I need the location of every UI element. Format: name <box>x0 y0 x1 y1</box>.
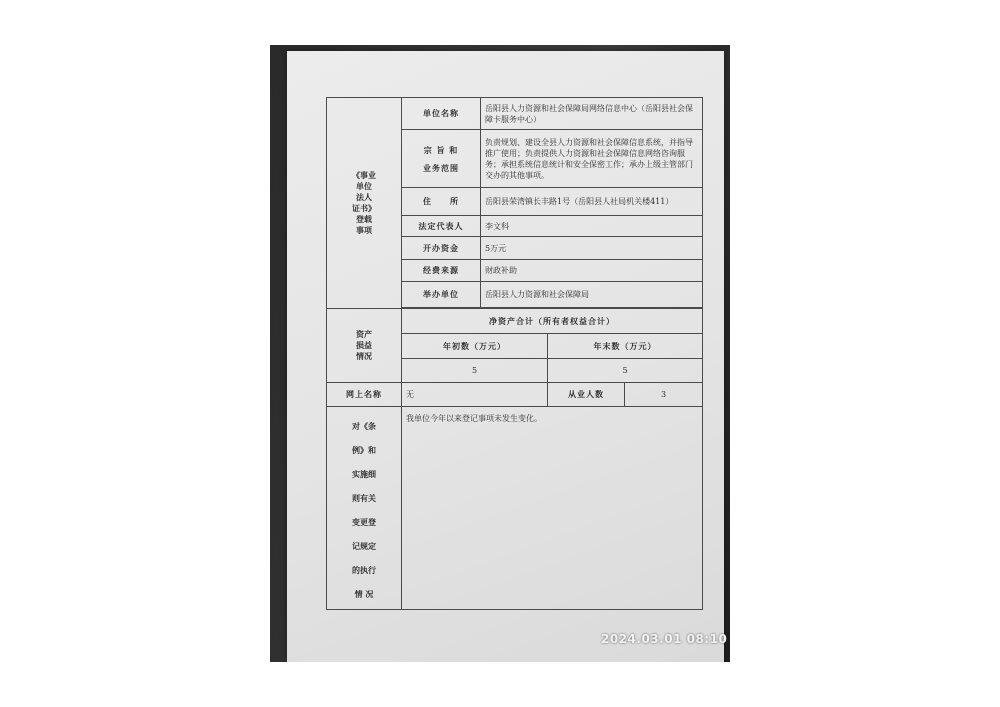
online-name-label: 网上名称 <box>327 383 402 407</box>
end-year-value: 5 <box>548 359 703 383</box>
net-assets-header: 净资产合计（所有者权益合计） <box>402 309 703 334</box>
funding-value: 财政补助 <box>481 260 703 282</box>
legal-rep-label: 法定代表人 <box>402 216 481 237</box>
begin-year-value: 5 <box>402 359 548 383</box>
staff-count-label: 从业人数 <box>548 383 625 407</box>
document-photo <box>270 45 730 662</box>
paper-sheet <box>287 51 724 662</box>
unit-name-label: 单位名称 <box>402 98 481 130</box>
address-value: 岳阳县荣湾镇长丰路1号（岳阳县人社局机关楼411） <box>481 188 703 216</box>
address-label: 住 所 <box>402 188 481 216</box>
execution-value: 我单位今年以来登记事项未发生变化。 <box>402 407 703 610</box>
registration-section-label: 《事业 单位 法人 证书》 登载 事项 <box>327 98 402 309</box>
purpose-label: 宗 旨 和 业务范围 <box>402 130 481 188</box>
execution-section-label: 对《条 例》和 实施细 则有关 变更登 记规定 的执行 情 况 <box>327 407 402 610</box>
legal-rep-value: 李文科 <box>481 216 703 237</box>
online-name-value: 无 <box>402 383 548 407</box>
photo-timestamp: 2024.03.01 08:10 <box>601 632 728 646</box>
funding-label: 经费来源 <box>402 260 481 282</box>
capital-value: 5万元 <box>481 237 703 260</box>
purpose-value: 负责规划、建设全县人力资源和社会保障信息系统，并指导推广使用；负责提供人力资源和社会保障信息网络咨询服务；承担系统信息统计和安全保密工作；承办上级主管部门交办的其他事项。 <box>481 130 703 188</box>
sponsor-label: 举办单位 <box>402 282 481 308</box>
registration-form-table <box>326 97 703 610</box>
assets-section-label: 资产 损益 情况 <box>327 309 402 383</box>
begin-year-header: 年初数（万元） <box>402 334 548 359</box>
end-year-header: 年末数（万元） <box>548 334 703 359</box>
sponsor-value: 岳阳县人力资源和社会保障局 <box>481 282 703 308</box>
staff-count-value: 3 <box>625 383 703 407</box>
unit-name-value: 岳阳县人力资源和社会保障局网络信息中心（岳阳县社会保障卡服务中心） <box>481 98 703 130</box>
capital-label: 开办资金 <box>402 237 481 260</box>
